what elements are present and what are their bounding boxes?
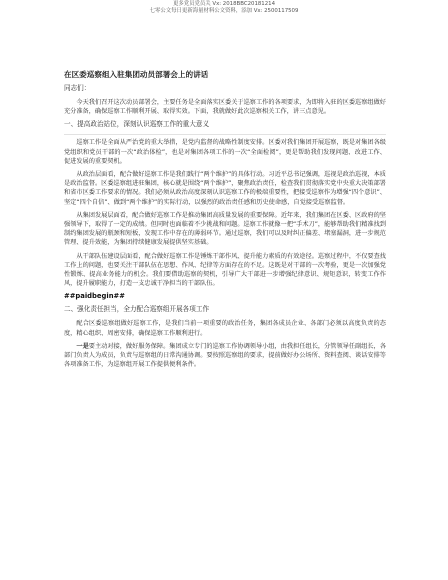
document-body — [64, 70, 386, 373]
paragraph-point-one — [64, 342, 386, 370]
paragraph: 配合区委巡察组做好巡察工作，是我们当前一项重要的政治任务，集团各成员企业、各部门必须以高度负责的态度，精心组织、周密安排，确保巡察工作顺利进行。 — [64, 320, 386, 337]
paid-begin-marker: ##paidbegin## — [64, 292, 125, 301]
page-header — [0, 0, 448, 15]
point-text: 要主动对接，做好服务保障。集团成立专门的巡察工作协调领导小组，由我担任组长，分管领导任副组长，各部门负责人为成员，负责与巡察组的日常沟通协调。要按照巡察组的要求，提前做好办公场所、资料查阅、谈话安排等各项准备工作，为巡察组开展工作提供便利条件。 — [64, 342, 387, 369]
header-contact-line: 七零公文每日更新海量材料公文资料，添加 Vx: 2500117509 — [149, 8, 299, 14]
section-heading-1: 一、提高政治站位，深刻认识巡察工作的重大意义 — [64, 120, 210, 129]
paragraph: 从集团发展层面看，配合做好巡察工作是推动集团高质量发展的重要保障。近年来，我们集团在区委、区政府的坚强领导下，取得了一定的成绩。但同时也面临着不少挑战和问题。巡察工作就像一把“手术刀”，能够帮助我们精准找到制约集团发展的瓶颈和短板，发现工作中存在的薄弱环节。通过巡察，我们可以及时纠正偏差、堵塞漏洞，进一步规范管理、提升效能，为集团持续健康发展提供坚实基础。 — [64, 211, 386, 247]
paragraph: 巡察工作是全面从严治党的重大举措，是党内监督的战略性制度安排。区委对我们集团开展巡察，既是对集团各级党组织和党员干部的一次“政治体检”，也是对集团各项工作的一次“全面检阅”，更是帮助我们发现问题、改进工作、促进发展的重要契机。 — [64, 134, 386, 166]
paragraph: 从干部队伍建设层面看，配合做好巡察工作是锤炼干部作风、提升能力素质的有效途径。巡察过程中，不仅要查找工作上的问题，也要关注干部队伍在思想、作风、纪律等方面存在的不足。这既是对干部的一次考验，更是一次加强党性锻炼、提高业务能力的机会。我们要借助巡察的契机，引导广大干部进一步增强纪律意识、规矩意识，转变工作作风，提升履职能力，打造一支忠诚干净担当的干部队伍。 — [64, 252, 386, 288]
document-title: 在区委巡察组入驻集团动员部署会上的讲话 — [64, 70, 209, 79]
header-promo-line: 更多党员党员关 Vx: 2018BBC20181214 — [172, 1, 276, 7]
intro-paragraph: 今天我们召开这次动员部署会，主要任务是全面落实区委关于巡察工作的各项要求，为即将入驻的区委巡察组做好充分准备，确保巡察工作顺利开展、取得实效。下面，我就做好此次巡察相关工作，讲三点意见。 — [64, 99, 386, 116]
greeting: 同志们： — [64, 84, 91, 92]
paragraph: 从政治层面看，配合做好巡察工作是我们践行“两个维护”的具体行动。习近平总书记强调，巡视是政治巡视，本质是政治监督。区委巡察组进驻集团，核心就是围绕“两个维护”，聚焦政治责任，检查我们贯彻落实党中央重大决策部署和省市区委工作要求的情况。我们必须从政治高度深刻认识巡察工作的极端重要性，把接受巡察作为增强“四个意识”、坚定“四个自信”、做到“两个维护”的实际行动，以强烈的政治责任感和历史使命感，自觉接受巡察监督。 — [64, 171, 386, 206]
point-lead: 一是 — [76, 342, 89, 350]
section-heading-2: 二、强化责任担当，全力配合巡察组开展各项工作 — [64, 305, 210, 314]
